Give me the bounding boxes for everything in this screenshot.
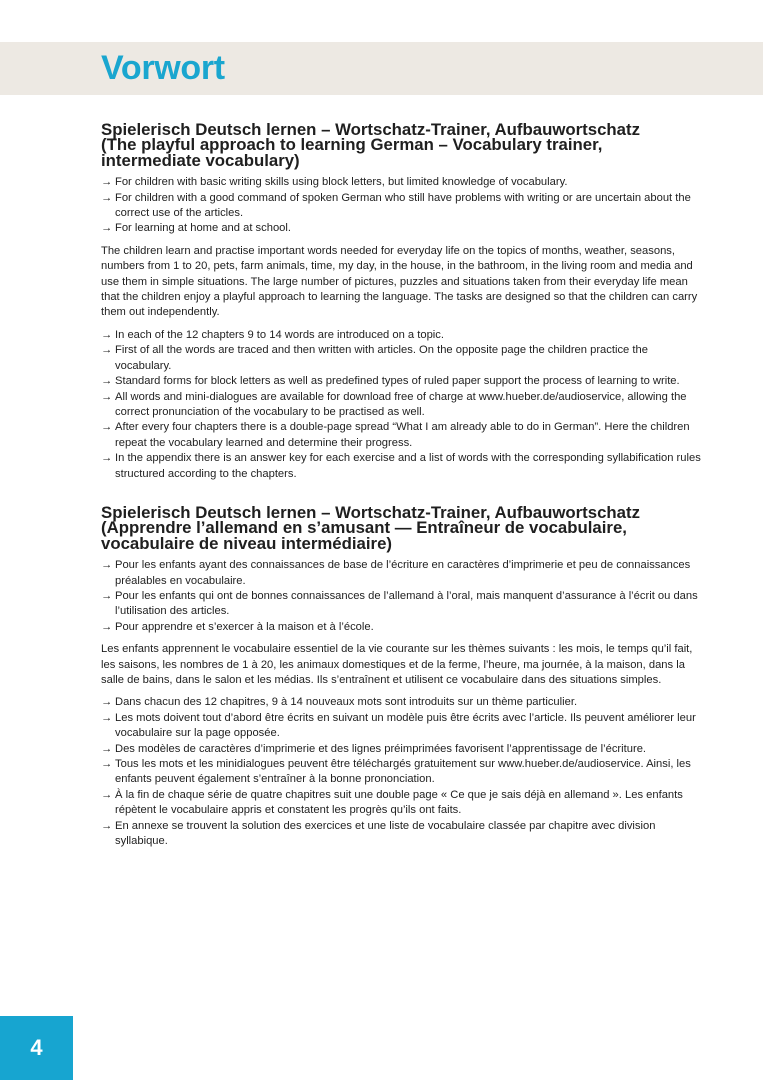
list-item: [101, 711, 701, 742]
list-item-text: First of all the words are traced and then written with articles. On the opposite page the children practice the vocabulary.: [115, 344, 648, 372]
arrow-icon: →: [101, 176, 113, 189]
list-item-text: In the appendix there is an answer key for each exercise and a list of words with the corresponding syllabification rules structured according to the chapters.: [115, 452, 701, 480]
arrow-icon: →: [101, 589, 113, 602]
list-item: [101, 695, 701, 710]
page-number: 4: [0, 1016, 73, 1080]
page-title: Vorwort: [101, 49, 225, 87]
arrow-icon: →: [101, 344, 113, 357]
arrow-icon: →: [101, 819, 113, 832]
arrow-icon: →: [101, 620, 113, 633]
list-item: [101, 343, 701, 374]
arrow-icon: →: [101, 696, 113, 709]
list-item-text: For learning at home and at school.: [115, 222, 291, 235]
list-item: [101, 589, 701, 620]
list-item: [101, 221, 701, 236]
list-item: [101, 620, 701, 635]
english-features-list: [101, 328, 701, 482]
list-item: [101, 390, 701, 421]
arrow-icon: →: [101, 452, 113, 465]
english-heading: [101, 122, 701, 168]
list-item-text: For children with a good command of spoken German who still have problems with writing or are uncertain about the correct use of the articles.: [115, 191, 691, 220]
english-heading-subtitle: (The playful approach to learning German – Vocabulary trainer, intermediate vocabulary): [101, 135, 603, 170]
preface-content: [101, 122, 701, 849]
french-heading-subtitle: (Apprendre l’allemand en s’amusant — Entraîneur de vocabulaire, vocabulaire de niveau intermédiaire): [101, 518, 627, 553]
list-item-text: Pour les enfants qui ont de bonnes connaissances de l’allemand à l’oral, mais manquent d’assurance à l’écrit ou dans l’utilisation des articles.: [115, 589, 698, 618]
list-item: [101, 451, 701, 482]
list-item-text: In each of the 12 chapters 9 to 14 words are introduced on a topic.: [115, 328, 444, 341]
list-item-text: Les mots doivent tout d’abord être écrits en suivant un modèle puis être écrits avec l’article. Ils peuvent améliorer leur vocabulaire sur la page opposée.: [115, 711, 696, 740]
english-heading-title: Spielerisch Deutsch lernen – Wortschatz-Trainer, Aufbauwortschatz: [101, 120, 640, 139]
english-intro: The children learn and practise important words needed for everyday life on the topics of months, weather, seasons, numbers from 1 to 20, pets, farm animals, time, my day, in the house, in the bathroom, in the living room and media and use them in simple situations. The large number of pictures, puzzles and situations taken from their everyday life mean that the children enjoy a playful approach to learning the language. The tasks are designed so that the children can carry them out independently.: [101, 244, 698, 319]
arrow-icon: →: [101, 375, 113, 388]
list-item: [101, 420, 701, 451]
arrow-icon: →: [101, 390, 113, 403]
list-item-text: Dans chacun des 12 chapitres, 9 à 14 nouveaux mots sont introduits sur un thème particulier.: [115, 696, 578, 709]
french-heading: [101, 502, 701, 553]
list-item-text: All words and mini-dialogues are available for download free of charge at www.hueber.de/audioservice, allowing the correct pronunciation of the vocabulary to be practised as well.: [115, 390, 687, 418]
arrow-icon: →: [101, 711, 113, 724]
list-item: [101, 191, 701, 222]
list-item: [101, 374, 701, 389]
list-item: [101, 757, 701, 788]
arrow-icon: →: [101, 328, 113, 341]
english-section: [101, 122, 701, 482]
list-item: [101, 742, 701, 757]
english-audience-list: [101, 175, 701, 237]
list-item: [101, 175, 701, 190]
list-item: [101, 328, 701, 343]
french-heading-title: Spielerisch Deutsch lernen – Wortschatz-Trainer, Aufbauwortschatz: [101, 502, 640, 522]
list-item-text: Standard forms for block letters as well as predefined types of ruled paper support the process of learning to write.: [115, 375, 680, 388]
list-item-text: For children with basic writing skills using block letters, but limited knowledge of vocabulary.: [115, 176, 568, 189]
list-item-text: Pour les enfants ayant des connaissances de base de l’écriture en caractères d’imprimerie et peu de connaissances préalables en vocabulaire.: [115, 559, 691, 587]
french-features-list: [101, 695, 701, 849]
arrow-icon: →: [101, 559, 113, 572]
list-item: [101, 819, 701, 850]
arrow-icon: →: [101, 191, 113, 204]
french-audience-list: [101, 558, 701, 635]
list-item-text: Des modèles de caractères d’imprimerie et des lignes préimprimées favorisent l’apprentissage de l’écriture.: [115, 742, 647, 755]
list-item: [101, 558, 701, 589]
arrow-icon: →: [101, 788, 113, 801]
french-section: [101, 502, 701, 850]
french-intro: Les enfants apprennent le vocabulaire essentiel de la vie courante sur les thèmes suivants : les mois, le temps qu’il fait, les saisons, les nombres de 1 à 20, les animaux domestiques et de la ferme, l’heure, ma journée, à la maison, dans la salle de bains, dans le salon et les médias. Ils s’entraînent et utilisent ce vocabulaire dans des situations simples.: [101, 643, 693, 686]
list-item-text: À la fin de chaque série de quatre chapitres suit une double page « Ce que je sais déjà en allemand ». Les enfants répètent le vocabulaire appris et constatent les progrès qu’ils ont faits.: [115, 788, 683, 817]
list-item-text: Tous les mots et les minidialogues peuvent être téléchargés gratuitement sur www.hueber.de/audioservice. Ainsi, les enfants peuvent également s’entraîner à la bonne prononciation.: [115, 758, 691, 786]
list-item: [101, 788, 701, 819]
arrow-icon: →: [101, 742, 113, 755]
arrow-icon: →: [101, 758, 113, 771]
arrow-icon: →: [101, 222, 113, 235]
list-item-text: Pour apprendre et s’exercer à la maison et à l’école.: [115, 620, 374, 633]
arrow-icon: →: [101, 421, 113, 434]
list-item-text: En annexe se trouvent la solution des exercices et une liste de vocabulaire classée par chapitre avec division syllabique.: [115, 819, 656, 848]
list-item-text: After every four chapters there is a double-page spread “What I am already able to do in German”. Here the children repeat the vocabulary learned and determine their progress.: [115, 421, 690, 449]
